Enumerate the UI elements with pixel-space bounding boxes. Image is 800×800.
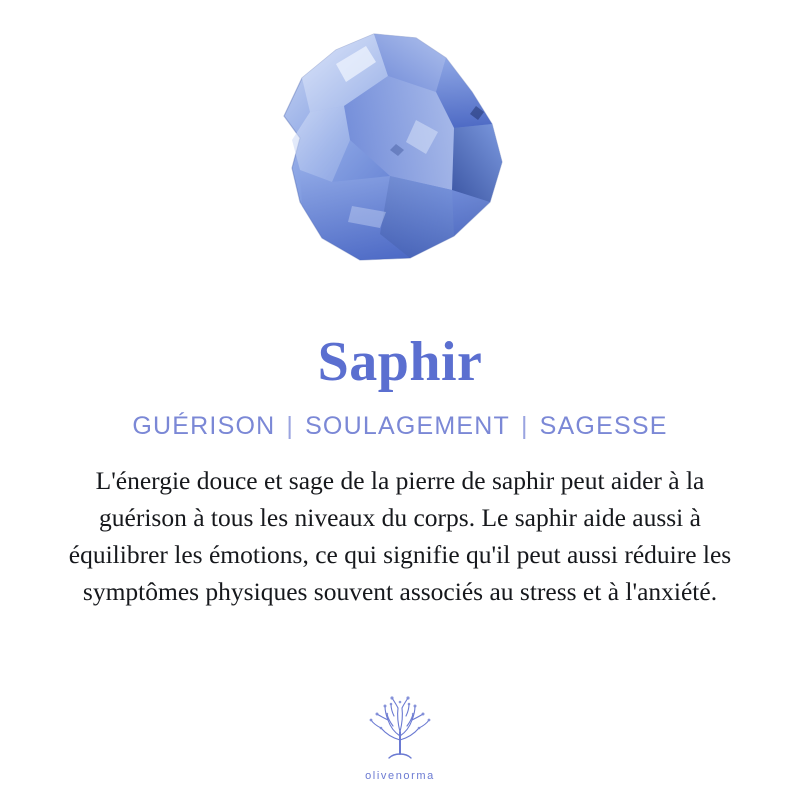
description-text: L'énergie douce et sage de la pierre de saphir peut aider à la guérison à tous les niveaux du corps. Le saphir aide aussi à équilibrer les émotions, ce qui signifie qu'il peut aussi réduire les symptômes physiques souvent associés au stress et à l'anxiété.	[68, 466, 732, 606]
tree-of-life-icon	[364, 692, 436, 768]
keyword-1: GUÉRISON	[132, 412, 276, 440]
brand-logo	[0, 692, 800, 782]
keyword-2: SOULAGEMENT	[305, 412, 510, 440]
keyword-3: SAGESSE	[539, 412, 668, 440]
page-title: Saphir	[317, 331, 483, 393]
gemstone-image	[0, 0, 800, 300]
stone-facet-right-lower	[452, 124, 502, 202]
keyword-list	[132, 412, 667, 441]
brand-name: olivenorma	[365, 770, 435, 782]
keyword-separator-1: |	[286, 412, 295, 440]
keyword-separator-2: |	[520, 412, 529, 440]
rough-sapphire-stone-icon	[240, 20, 560, 280]
